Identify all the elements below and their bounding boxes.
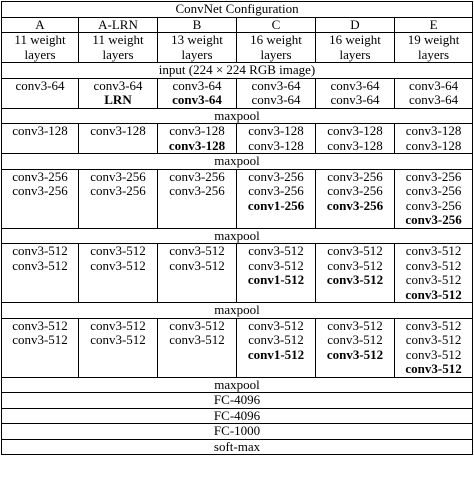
config-desc-line: 11 weight [14, 32, 66, 47]
maxpool-label: maxpool [2, 154, 473, 170]
layer-label: conv3-512 [169, 243, 225, 258]
layer-label: conv3-512 [327, 243, 383, 258]
layer-label: conv3-512 [327, 332, 383, 347]
layer-cell [316, 318, 395, 377]
layer-label: conv3-512 [405, 272, 462, 287]
config-name: A-LRN [79, 17, 158, 33]
layer-label: conv3-512 [326, 346, 384, 362]
layer-cell [158, 124, 237, 154]
config-desc-line: 11 weight [92, 32, 144, 47]
layer-block-row [2, 78, 473, 108]
layer-label: conv3-64 [15, 77, 65, 93]
table-title: ConvNet Configuration [2, 2, 473, 18]
layer-cell [2, 169, 79, 228]
table-title-row [2, 2, 473, 18]
maxpool-row [2, 377, 473, 393]
tail-layer-label: FC-4096 [2, 393, 473, 409]
layer-label: conv3-128 [248, 137, 304, 153]
layer-cell [2, 124, 79, 154]
layer-cell [316, 244, 395, 303]
layer-block-row [2, 124, 473, 154]
layer-label: conv3-512 [405, 317, 462, 333]
layer-label: conv3-256 [405, 197, 462, 213]
layer-label: conv3-128 [12, 123, 68, 138]
config-name: B [158, 17, 237, 33]
layer-label: conv3-512 [90, 243, 146, 258]
convnet-config-table [1, 1, 473, 455]
layer-label: conv3-256 [12, 183, 68, 198]
config-name: D [316, 17, 395, 33]
layer-label: conv3-256 [248, 183, 304, 198]
layer-label: conv3-512 [169, 257, 225, 273]
layer-label: conv3-128 [168, 137, 226, 153]
tail-layer-row [2, 393, 473, 409]
config-name-row [2, 17, 473, 33]
layer-cell [79, 78, 158, 108]
layer-label: conv3-512 [327, 257, 383, 273]
layer-label: conv3-512 [169, 332, 225, 347]
layer-label: conv3-512 [12, 317, 68, 333]
layer-label: conv3-128 [169, 123, 225, 138]
layer-cell [79, 244, 158, 303]
config-desc [79, 33, 158, 63]
layer-label: conv1-256 [247, 197, 305, 213]
maxpool-label: maxpool [2, 108, 473, 124]
layer-label: conv3-256 [90, 168, 146, 184]
layer-cell [158, 318, 237, 377]
layer-cell [395, 244, 473, 303]
layer-label: conv3-256 [326, 197, 384, 213]
layer-label: conv3-512 [90, 317, 146, 333]
layer-label: conv3-256 [405, 168, 462, 184]
layer-label: conv3-64 [172, 77, 222, 93]
layer-label: conv3-512 [248, 332, 304, 347]
layer-cell [316, 78, 395, 108]
layer-cell [237, 169, 316, 228]
tail-layer-label: FC-4096 [2, 408, 473, 424]
layer-cell [395, 78, 473, 108]
table-body [2, 2, 473, 455]
layer-label: conv3-128 [90, 123, 146, 138]
layer-label: conv3-64 [330, 92, 380, 107]
layer-label: conv3-512 [169, 317, 225, 333]
layer-label: conv3-512 [248, 257, 304, 273]
config-desc-line: layers [102, 46, 134, 62]
layer-block-row [2, 244, 473, 303]
layer-label: conv3-256 [12, 168, 68, 184]
layer-label: conv3-256 [90, 183, 146, 198]
layer-cell [79, 318, 158, 377]
layer-cell [158, 244, 237, 303]
layer-label: conv3-256 [405, 212, 462, 227]
tail-layer-row [2, 439, 473, 455]
input-row [2, 63, 473, 79]
config-desc-row [2, 33, 473, 63]
layer-label: conv3-64 [251, 77, 301, 93]
layer-cell [237, 78, 316, 108]
layer-label: conv3-512 [12, 257, 68, 273]
layer-label: conv3-256 [405, 183, 462, 198]
tail-layer-label: FC-1000 [2, 424, 473, 440]
layer-cell [395, 124, 473, 154]
maxpool-label: maxpool [2, 303, 473, 319]
layer-label: conv3-512 [405, 332, 462, 347]
config-desc-line: 13 weight [171, 32, 223, 47]
input-label: input (224 × 224 RGB image) [2, 63, 473, 79]
layer-label: conv3-512 [90, 332, 146, 347]
config-desc [316, 33, 395, 63]
config-desc-line: layers [260, 46, 292, 62]
layer-cell [2, 78, 79, 108]
layer-label: conv3-512 [326, 272, 384, 287]
config-desc-line: layers [418, 46, 450, 62]
layer-cell [237, 318, 316, 377]
layer-label: conv3-512 [405, 243, 462, 258]
config-desc [395, 33, 473, 63]
config-name: C [237, 17, 316, 33]
maxpool-label: maxpool [2, 377, 473, 393]
layer-cell [79, 124, 158, 154]
layer-label: conv3-128 [327, 137, 383, 153]
layer-block-row [2, 318, 473, 377]
layer-label: conv3-512 [12, 332, 68, 347]
layer-cell [395, 318, 473, 377]
layer-label: conv1-512 [247, 272, 305, 287]
layer-label: conv3-128 [248, 123, 304, 138]
layer-label: conv3-128 [405, 123, 462, 138]
maxpool-row [2, 108, 473, 124]
config-desc-line: 16 weight [329, 32, 381, 47]
layer-label: conv3-512 [12, 243, 68, 258]
layer-label: conv3-256 [327, 183, 383, 198]
config-desc [158, 33, 237, 63]
layer-label: conv3-512 [248, 243, 304, 258]
layer-label: conv3-512 [405, 346, 462, 362]
layer-label: conv3-512 [90, 257, 146, 273]
tail-layer-row [2, 408, 473, 424]
layer-cell [316, 169, 395, 228]
layer-cell [2, 318, 79, 377]
config-desc-line: layers [181, 46, 213, 62]
layer-cell [158, 78, 237, 108]
layer-label: conv3-64 [93, 77, 143, 93]
layer-label: conv3-64 [408, 92, 459, 107]
layer-cell [2, 244, 79, 303]
layer-cell [237, 244, 316, 303]
layer-label: conv3-256 [169, 183, 225, 198]
maxpool-row [2, 154, 473, 170]
config-desc [237, 33, 316, 63]
layer-cell [395, 169, 473, 228]
tail-layer-label: soft-max [2, 439, 473, 455]
layer-label: conv3-128 [327, 123, 383, 138]
layer-label: LRN [104, 92, 132, 107]
layer-cell [79, 169, 158, 228]
tail-layer-row [2, 424, 473, 440]
config-desc [2, 33, 79, 63]
layer-label: conv3-64 [330, 77, 380, 93]
layer-cell [316, 124, 395, 154]
config-name: A [2, 17, 79, 33]
layer-label: conv3-256 [248, 168, 304, 184]
maxpool-row [2, 228, 473, 244]
layer-label: conv3-256 [169, 168, 225, 184]
config-desc-line: 16 weight [250, 32, 302, 47]
layer-label: conv3-256 [327, 168, 383, 184]
layer-label: conv3-64 [251, 92, 301, 107]
layer-block-row [2, 169, 473, 228]
layer-label: conv3-512 [405, 286, 462, 302]
config-name: E [395, 17, 473, 33]
layer-label: conv1-512 [247, 346, 305, 362]
layer-label: conv3-512 [248, 317, 304, 333]
layer-label: conv3-64 [408, 77, 459, 93]
layer-cell [158, 169, 237, 228]
layer-label: conv3-512 [405, 361, 462, 376]
maxpool-label: maxpool [2, 228, 473, 244]
layer-label: conv3-512 [405, 257, 462, 273]
layer-label: conv3-64 [172, 92, 222, 107]
config-desc-line: layers [339, 46, 371, 62]
config-desc-line: layers [24, 46, 56, 62]
config-desc-line: 19 weight [407, 32, 460, 47]
maxpool-row [2, 303, 473, 319]
layer-label: conv3-512 [327, 317, 383, 333]
layer-cell [237, 124, 316, 154]
layer-label: conv3-128 [405, 137, 462, 153]
